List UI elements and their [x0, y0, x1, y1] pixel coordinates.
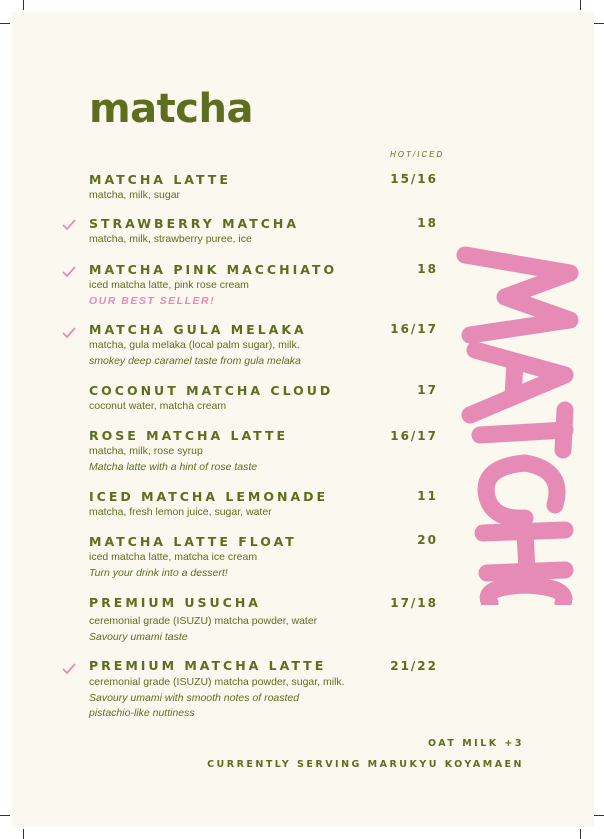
item-description: iced matcha latte, matcha ice cream — [89, 551, 258, 563]
check-icon — [62, 219, 76, 231]
item-description: matcha, gula melaka (local palm sugar), milk. — [89, 339, 300, 351]
item-description: matcha, milk, sugar — [89, 189, 181, 201]
menu-item — [89, 489, 449, 519]
menu-item — [89, 216, 449, 246]
item-name: MATCHA LATTE FLOAT — [89, 534, 297, 549]
item-name: MATCHA LATTE — [89, 172, 231, 187]
item-price: 11 — [417, 489, 438, 503]
crop-mark — [23, 0, 24, 10]
item-price: 17/18 — [390, 596, 438, 610]
best-seller-label: OUR BEST SELLER! — [89, 295, 216, 307]
oat-milk-note: OAT MILK +3 — [427, 738, 524, 749]
item-name: MATCHA PINK MACCHIATO — [89, 262, 338, 277]
item-description: ceremonial grade (ISUZU) matcha powder, water — [89, 615, 318, 627]
item-price: 21/22 — [390, 659, 438, 673]
item-name: PREMIUM MATCHA LATTE — [89, 658, 327, 673]
item-note: smokey deep caramel taste from gula melaka — [89, 355, 301, 367]
crop-mark — [23, 829, 24, 839]
item-description: coconut water, matcha cream — [89, 400, 227, 412]
item-price: 15/16 — [390, 172, 438, 186]
item-price: 16/17 — [390, 322, 438, 336]
item-description: matcha, milk, rose syrup — [89, 445, 203, 457]
matcho-brand-mark — [445, 235, 585, 605]
item-name: COCONUT MATCHA CLOUD — [89, 383, 334, 398]
check-icon — [62, 663, 76, 675]
check-icon — [62, 266, 76, 278]
item-note: Savoury umami with smooth notes of roasted — [89, 692, 300, 704]
item-name: ICED MATCHA LEMONADE — [89, 489, 329, 504]
item-price: 18 — [417, 216, 438, 230]
item-name: ROSE MATCHA LATTE — [89, 428, 289, 443]
check-icon — [62, 327, 76, 339]
item-note: Savoury umami taste — [89, 631, 188, 643]
crop-mark — [580, 829, 581, 839]
item-price: 18 — [417, 262, 438, 276]
item-note: Matcha latte with a hint of rose taste — [89, 461, 258, 473]
item-price: 17 — [417, 383, 438, 397]
item-name: STRAWBERRY MATCHA — [89, 216, 300, 231]
menu-item — [89, 383, 449, 413]
crop-mark — [594, 23, 604, 24]
item-price: 20 — [417, 533, 438, 547]
menu-item — [89, 262, 449, 307]
item-price: 16/17 — [390, 429, 438, 443]
item-name: PREMIUM USUCHA — [89, 595, 261, 610]
serving-note: CURRENTLY SERVING MARUKYU KOYAMAEN — [207, 759, 524, 770]
item-description: iced matcha latte, pink rose cream — [89, 279, 249, 291]
item-description: matcha, milk, strawberry puree, ice — [89, 233, 252, 245]
item-description: matcha, fresh lemon juice, sugar, water — [89, 506, 272, 518]
item-note: Turn your drink into a dessert! — [89, 567, 228, 579]
menu-item — [89, 534, 449, 581]
crop-mark — [594, 815, 604, 816]
menu-title: matcha — [89, 86, 253, 132]
item-note-continued: pistachio-like nuttiness — [89, 707, 195, 719]
crop-mark — [0, 815, 10, 816]
item-description: ceremonial grade (ISUZU) matcha powder, sugar, milk. — [89, 676, 345, 688]
item-name: MATCHA GULA MELAKA — [89, 322, 307, 337]
column-header: HOT/ICED — [390, 150, 445, 159]
crop-mark — [580, 0, 581, 10]
crop-mark — [0, 23, 10, 24]
